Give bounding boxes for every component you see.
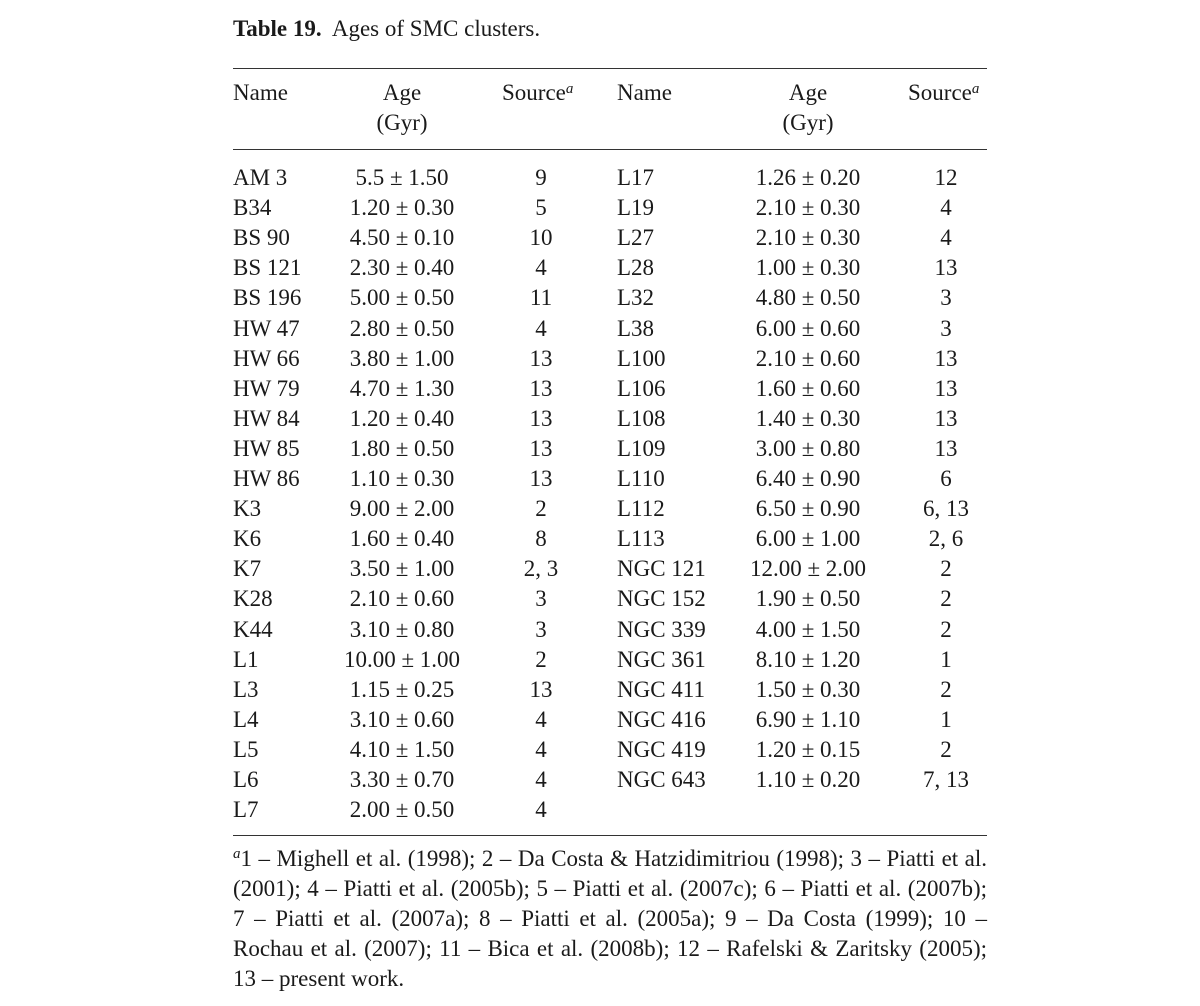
- cluster-name: L27: [617, 225, 655, 251]
- header-age-unit: (Gyr): [782, 110, 834, 135]
- header-rule: [233, 149, 987, 150]
- cluster-name: B34: [233, 195, 272, 221]
- cluster-source: 3: [535, 616, 547, 642]
- cluster-age: 1.20 ± 0.40: [349, 405, 455, 431]
- cluster-age: 4.00 ± 1.50: [755, 616, 861, 642]
- cluster-name: HW 85: [233, 435, 300, 461]
- cluster-source: 10: [529, 225, 553, 251]
- cluster-source: 5: [535, 195, 547, 221]
- cluster-source: 2: [535, 496, 547, 522]
- cluster-name: L113: [617, 526, 665, 552]
- header-age-label: Age: [382, 80, 422, 105]
- header-source-marker: a: [971, 81, 980, 97]
- cluster-age: 5.00 ± 0.50: [349, 285, 455, 311]
- cluster-age: 10.00 ± 1.00: [343, 646, 461, 672]
- header-source-right: [908, 78, 979, 108]
- cluster-name: K28: [233, 586, 273, 612]
- cluster-age: 2.10 ± 0.60: [755, 345, 861, 371]
- cluster-source: 6: [940, 466, 952, 491]
- cluster-source: 11: [529, 285, 553, 311]
- cluster-source: 3: [535, 586, 547, 612]
- header-age-left: [332, 78, 472, 138]
- cluster-name: L6: [233, 767, 259, 792]
- cluster-source: 4: [940, 195, 952, 221]
- cluster-age: 6.90 ± 1.10: [755, 706, 861, 732]
- header-source-marker: a: [565, 81, 574, 97]
- cluster-source: 13: [529, 375, 553, 401]
- cluster-age: 4.70 ± 1.30: [349, 375, 455, 401]
- cluster-age: 6.40 ± 0.90: [755, 466, 861, 491]
- cluster-source: 13: [529, 466, 553, 491]
- cluster-name: NGC 419: [617, 736, 706, 762]
- cluster-age: 3.10 ± 0.80: [349, 616, 455, 642]
- cluster-source: 13: [934, 345, 958, 371]
- cluster-name: L28: [617, 255, 655, 281]
- header-source-label: Source: [908, 80, 972, 105]
- cluster-name: L7: [233, 797, 259, 823]
- cluster-source: 2: [940, 556, 952, 582]
- header-source-left: [502, 78, 573, 108]
- cluster-source: 1: [940, 646, 952, 672]
- table-label: Table 19.: [233, 16, 322, 41]
- table-caption: [233, 15, 540, 43]
- cluster-name: L106: [617, 375, 666, 401]
- cluster-source: 13: [934, 375, 958, 401]
- cluster-name: L112: [617, 496, 665, 522]
- cluster-age: 6.00 ± 0.60: [755, 315, 861, 341]
- footnote-text: 1 – Mighell et al. (1998); 2 – Da Costa & Hatzidimitriou (1998); 3 – Piatti et al. (2001); 4 – Piatti et al. (2005b); 5 – Piatti et al. (2007c); 6 – Piatti et al. (2007b); 7 – Piatti et al. (2007a); 8 – Piatti et al. (2005a); 9 – Da Costa (1999); 10 – Rochau et al. (2007); 11 – Bica et al. (2008b); 12 – Rafelski & Zaritsky (2005); 13 – present work.: [233, 846, 987, 991]
- cluster-age: 8.10 ± 1.20: [755, 646, 861, 672]
- cluster-source: 2: [535, 646, 547, 672]
- cluster-age: 2.00 ± 0.50: [349, 797, 455, 823]
- cluster-name: L19: [617, 195, 655, 221]
- cluster-name: NGC 152: [617, 586, 706, 612]
- cluster-source: 3: [940, 315, 952, 341]
- cluster-name: AM 3: [233, 165, 288, 190]
- cluster-source: 13: [529, 345, 553, 371]
- cluster-source: 13: [529, 676, 553, 702]
- cluster-name: HW 84: [233, 405, 300, 431]
- cluster-source: 13: [934, 405, 958, 431]
- cluster-age: 1.40 ± 0.30: [755, 405, 861, 431]
- cluster-name: HW 66: [233, 345, 300, 371]
- cluster-age: 4.80 ± 0.50: [755, 285, 861, 311]
- cluster-name: NGC 361: [617, 646, 706, 672]
- cluster-source: 2, 3: [523, 556, 559, 582]
- cluster-age: 1.00 ± 0.30: [755, 255, 861, 281]
- cluster-name: L3: [233, 676, 259, 702]
- cluster-name: HW 86: [233, 466, 300, 491]
- cluster-source: 2: [940, 586, 952, 612]
- cluster-age: 4.50 ± 0.10: [349, 225, 455, 251]
- cluster-age: 1.90 ± 0.50: [755, 586, 861, 612]
- cluster-name: L4: [233, 706, 259, 732]
- cluster-age: 3.80 ± 1.00: [349, 345, 455, 371]
- cluster-source: 2: [940, 676, 952, 702]
- cluster-source: 4: [535, 255, 547, 281]
- cluster-source: 4: [535, 767, 547, 792]
- cluster-name: L32: [617, 285, 655, 311]
- cluster-age: 6.50 ± 0.90: [755, 496, 861, 522]
- cluster-source: 4: [535, 315, 547, 341]
- cluster-age: 9.00 ± 2.00: [349, 496, 455, 522]
- cluster-name: BS 121: [233, 255, 302, 281]
- cluster-name: NGC 643: [617, 767, 706, 792]
- cluster-name: NGC 411: [617, 676, 705, 702]
- cluster-age: 5.5 ± 1.50: [355, 165, 449, 190]
- cluster-name: K7: [233, 556, 262, 582]
- header-age-label: Age: [788, 80, 828, 105]
- cluster-name: HW 47: [233, 315, 300, 341]
- cluster-age: 12.00 ± 2.00: [749, 556, 867, 582]
- footnote-marker: a: [233, 846, 241, 862]
- cluster-age: 1.20 ± 0.30: [349, 195, 455, 221]
- cluster-source: 2: [940, 616, 952, 642]
- cluster-age: 4.10 ± 1.50: [349, 736, 455, 762]
- cluster-name: BS 196: [233, 285, 302, 311]
- cluster-source: 13: [934, 435, 958, 461]
- top-rule: [233, 68, 987, 69]
- cluster-age: 1.10 ± 0.30: [349, 466, 455, 491]
- cluster-age: 1.60 ± 0.60: [755, 375, 861, 401]
- header-source-label: Source: [502, 80, 566, 105]
- cluster-age: 1.20 ± 0.15: [755, 736, 861, 762]
- cluster-age: 2.80 ± 0.50: [349, 315, 455, 341]
- header-name-left: Name: [233, 80, 288, 105]
- cluster-source: 8: [535, 526, 547, 552]
- cluster-name: L108: [617, 405, 666, 431]
- table-footnote: [233, 844, 987, 994]
- cluster-age: 3.50 ± 1.00: [349, 556, 455, 582]
- cluster-name: L109: [617, 435, 666, 461]
- cluster-age: 1.15 ± 0.25: [349, 676, 455, 702]
- cluster-source: 2, 6: [928, 526, 964, 552]
- cluster-age: 6.00 ± 1.00: [755, 526, 861, 552]
- cluster-name: L100: [617, 345, 666, 371]
- cluster-age: 1.80 ± 0.50: [349, 435, 455, 461]
- cluster-source: 13: [934, 255, 958, 281]
- cluster-source: 12: [934, 165, 958, 190]
- cluster-age: 3.30 ± 0.70: [349, 767, 455, 792]
- cluster-source: 2: [940, 736, 952, 762]
- cluster-age: 3.10 ± 0.60: [349, 706, 455, 732]
- table-title: Ages of SMC clusters.: [331, 16, 541, 41]
- cluster-source: 4: [535, 736, 547, 762]
- cluster-age: 1.26 ± 0.20: [755, 165, 861, 190]
- cluster-name: K44: [233, 616, 273, 642]
- cluster-source: 4: [535, 797, 547, 823]
- cluster-name: NGC 121: [617, 556, 706, 582]
- cluster-age: 3.00 ± 0.80: [755, 435, 861, 461]
- cluster-source: 9: [535, 165, 547, 190]
- cluster-source: 4: [940, 225, 952, 251]
- header-age-unit: (Gyr): [376, 110, 428, 135]
- header-name-right: Name: [617, 80, 672, 105]
- cluster-source: 13: [529, 435, 553, 461]
- cluster-source: 4: [535, 706, 547, 732]
- bottom-rule: [233, 835, 987, 836]
- cluster-source: 3: [940, 285, 952, 311]
- cluster-name: BS 90: [233, 225, 290, 251]
- cluster-age: 1.60 ± 0.40: [349, 526, 455, 552]
- header-age-right: [738, 78, 878, 138]
- cluster-name: L110: [617, 466, 665, 491]
- cluster-name: L5: [233, 736, 259, 762]
- cluster-name: K6: [233, 526, 262, 552]
- cluster-name: L1: [233, 646, 259, 672]
- cluster-age: 2.10 ± 0.30: [755, 225, 861, 251]
- cluster-name: L38: [617, 315, 655, 341]
- cluster-source: 13: [529, 405, 553, 431]
- cluster-age: 1.10 ± 0.20: [755, 767, 861, 792]
- cluster-source: 1: [940, 706, 952, 732]
- cluster-name: NGC 339: [617, 616, 706, 642]
- cluster-age: 1.50 ± 0.30: [755, 676, 861, 702]
- cluster-age: 2.10 ± 0.60: [349, 586, 455, 612]
- cluster-name: NGC 416: [617, 706, 706, 732]
- cluster-name: L17: [617, 165, 655, 190]
- cluster-name: HW 79: [233, 375, 300, 401]
- cluster-age: 2.10 ± 0.30: [755, 195, 861, 221]
- cluster-name: K3: [233, 496, 262, 522]
- cluster-source: 6, 13: [923, 496, 969, 522]
- cluster-source: 7, 13: [923, 767, 969, 792]
- cluster-age: 2.30 ± 0.40: [349, 255, 455, 281]
